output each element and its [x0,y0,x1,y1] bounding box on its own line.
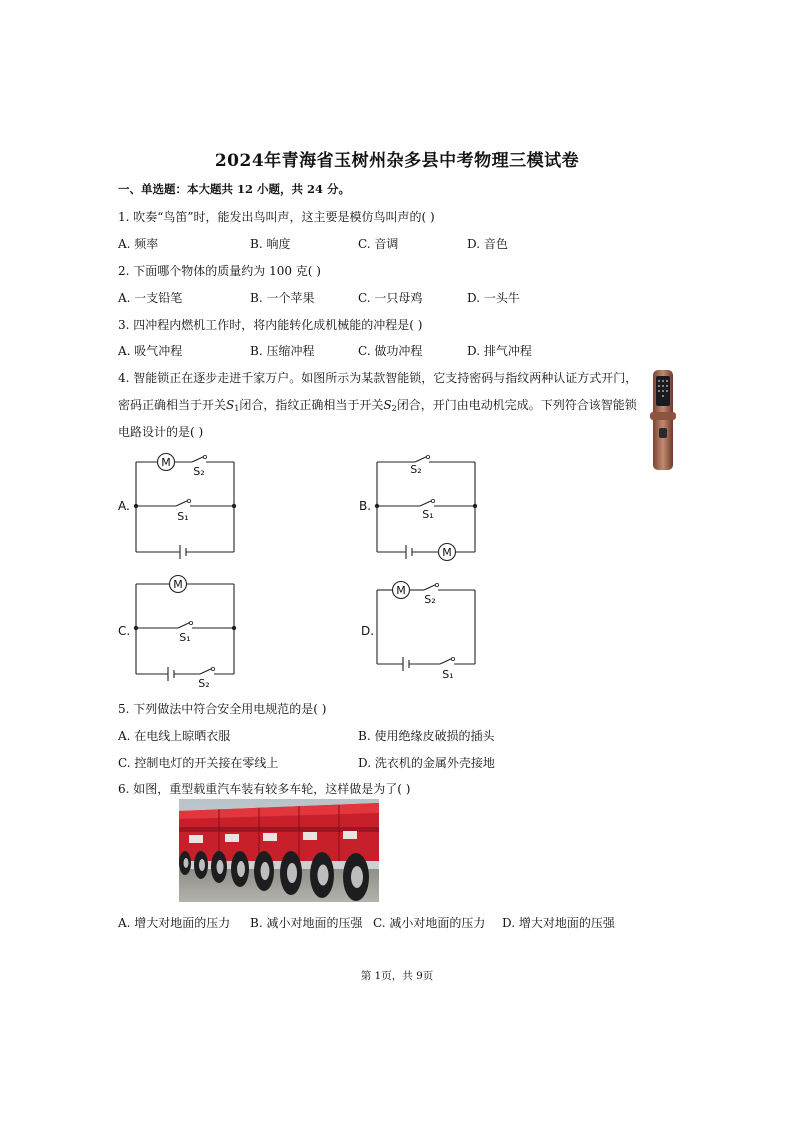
question-3-option-b: B. 压缩冲程 [250,344,315,358]
question-1-option-a: A. 频率 [118,237,159,251]
page-footer: 第 1页，共 9页 [360,970,434,982]
question-1-option-d: D. 音色 [467,237,508,251]
question-3-option-c: C. 做功冲程 [358,344,423,358]
motor-label-a: M [161,456,171,469]
switch-label-s1-d: S₁ [442,668,454,681]
question-6-option-d: D. 增大对地面的压强 [502,916,615,930]
question-5-option-d: D. 洗衣机的金属外壳接地 [358,756,495,770]
switch-label-s2-d: S₂ [424,593,436,606]
question-5-stem: 5. 下列做法中符合安全用电规范的是( ) [118,702,327,716]
question-6-stem: 6. 如图，重型载重汽车装有较多车轮，这样做是为了( ) [118,782,411,796]
motor-label-d: M [396,584,406,597]
circuit-option-d-label: D. [361,624,375,638]
smart-lock-image [648,368,678,472]
question-1-option-b: B. 响度 [250,237,291,251]
question-2-option-c: C. 一只母鸡 [358,291,423,305]
question-6-option-b: B. 减小对地面的压强 [250,916,363,930]
motor-label-c: M [173,578,183,591]
question-2-stem: 2. 下面哪个物体的质量约为 100 克( ) [118,264,321,278]
question-3-option-a: A. 吸气冲程 [118,344,183,358]
switch-label-s2-a: S₂ [193,465,205,478]
switch-label-s2-c: S₂ [198,677,210,690]
question-4-line-3: 电路设计的是( ) [118,425,204,439]
switch-label-s1-b: S₁ [422,508,434,521]
question-4-line-2: 密码正确相当于开关$S_1$闭合，指纹正确相当于开关$S_2$闭合，开门由电动机完成。下列符合该智能锁 [118,398,637,413]
circuit-option-c-label: C. [118,624,131,638]
circuit-option-a-label: A. [118,499,130,513]
circuit-option-b-label: B. [359,499,372,513]
switch-label-s2-b: S₂ [410,463,422,476]
switch-label-s1-a: S₁ [177,510,189,523]
question-5-option-b: B. 使用绝缘皮破损的插头 [358,729,495,743]
question-2-option-b: B. 一个苹果 [250,291,315,305]
switch-label-s1-c: S₁ [179,631,191,644]
question-2-option-d: D. 一头牛 [467,291,520,305]
question-6-option-a: A. 增大对地面的压力 [118,916,231,930]
question-6-option-c: C. 减小对地面的压力 [373,916,486,930]
section-heading: 一、单选题：本大题共 12 小题，共 24 分。 [118,182,351,196]
question-3-stem: 3. 四冲程内燃机工作时，将内能转化成机械能的冲程是( ) [118,318,423,332]
circuit-a [136,454,234,560]
question-1-stem: 1. 吹奏“鸟笛”时，能发出鸟叫声，这主要是模仿鸟叫声的( ) [118,210,435,224]
question-2-option-a: A. 一支铅笔 [118,291,183,305]
motor-label-b: M [442,546,452,559]
circuit-options-figure [110,448,510,693]
question-4-line-1: 4. 智能锁正在逐步走进千家万户。如图所示为某款智能锁，它支持密码与指纹两种认证方式开门， [118,371,638,385]
page-title: 2024年青海省玉树州杂多县中考物理三模试卷 [214,151,580,171]
heavy-truck-image [179,799,379,902]
question-3-option-d: D. 排气冲程 [467,344,532,358]
question-1-option-c: C. 音调 [358,237,399,251]
question-5-option-a: A. 在电线上晾晒衣服 [118,729,231,743]
circuit-c [136,576,234,682]
question-5-option-c: C. 控制电灯的开关接在零线上 [118,756,279,770]
